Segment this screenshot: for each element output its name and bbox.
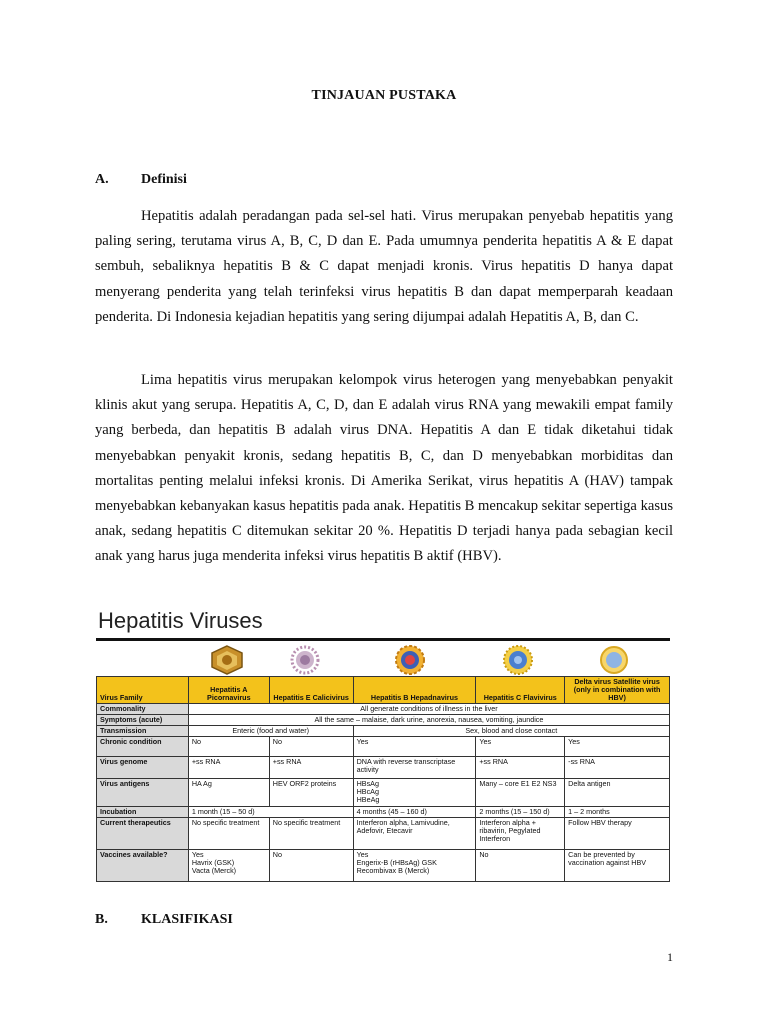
table-cell: +ss RNA [188, 757, 269, 779]
table-cell: 1 month (15 – 50 d) [188, 807, 353, 818]
table-row [97, 757, 670, 779]
row-label: Current therapeutics [97, 818, 189, 850]
table-cell: HA Ag [188, 779, 269, 807]
paragraph-definition: Hepatitis adalah peradangan pada sel-sel hati. Virus merupakan penyebab hepatitis yang paling sering, terutama virus A, B, C, D dan E. Pada umumnya penderita hepatitis A & E dapat sembuh, sebaliknya hepatitis B & C dapat menjadi kronis. Virus hepatitis D hanya dapat menyerang penderita yang telah terinfeksi virus hepatitis B dan dapat memperparah keadaan penderita. Di Indonesia kejadian hepatitis yang sering dijumpai adalah Hepatitis A, B, dan C. [95, 208, 673, 325]
table-cell: Yes Havrix (GSK) Vacta (Merck) [188, 850, 269, 882]
table-cell: 4 months (45 – 160 d) [353, 807, 476, 818]
table-cell: No specific treatment [188, 818, 269, 850]
table-row [97, 818, 670, 850]
table-header-cell: Hepatitis C Flavivirus [476, 677, 565, 704]
hepatitis-viruses-figure [96, 608, 672, 888]
table-cell: Interferon alpha, Lamivudine, Adefovir, Etecavir [353, 818, 476, 850]
table-cell: Yes [353, 737, 476, 757]
table-cell: No [188, 737, 269, 757]
virus-icons-row [96, 644, 670, 678]
row-label: Vaccines available? [97, 850, 189, 882]
table-cell: No [269, 737, 353, 757]
table-cell: Sex, blood and close contact [353, 726, 669, 737]
table-cell: DNA with reverse transcriptase activity [353, 757, 476, 779]
figure-title: Hepatitis Viruses [98, 608, 263, 633]
paragraph-five-viruses: Lima hepatitis virus merupakan kelompok virus heterogen yang menyebabkan penyakit klinis akut yang serupa. Hepatitis A, C, D, dan E adalah virus RNA yang mewakili empat family yang berbeda, dan hepatitis B adalah virus DNA. Hepatitis A dan E tidak diketahui tidak menyebabkan penyakit kronis, sedang hepatitis B, C, dan D menyebabkan morbiditas dan mortalitas penting melalui infeksi kronis. Di Amerika Serikat, virus hepatitis A (HAV) tampak menyebabkan kebanyakan kasus hepatitis pada anak. Hepatitis B mencakup sekitar sepertiga kasus anak, sedang hepatitis C ditemukan sekitar 20 %. Hepatitis D terjadi hanya pada sebagian kecil anak yang harus juga menderita infeksi virus hepatitis B aktif (HBV). [95, 372, 673, 565]
row-label: Transmission [97, 726, 189, 737]
table-cell: +ss RNA [476, 757, 565, 779]
table-header-cell: Hepatitis E Calicivirus [269, 677, 353, 704]
section-label: Definisi [141, 172, 187, 187]
table-cell: All the same – malaise, dark urine, anorexia, nausea, vomiting, jaundice [188, 715, 669, 726]
table-row [97, 779, 670, 807]
table-cell: Yes [476, 737, 565, 757]
section-heading-b [95, 912, 233, 928]
table-cell: +ss RNA [269, 757, 353, 779]
section-number: B. [95, 912, 108, 927]
table-cell: No [476, 850, 565, 882]
table-cell: Can be prevented by vaccination against HBV [565, 850, 670, 882]
table-cell: HBsAg HBcAg HBeAg [353, 779, 476, 807]
table-header-cell: Hepatitis A Picornavirus [188, 677, 269, 704]
table-header-cell: Virus Family [97, 677, 189, 704]
row-label: Virus antigens [97, 779, 189, 807]
table-cell: 2 months (15 – 150 d) [476, 807, 565, 818]
table-header-cell: Delta virus Satellite virus (only in combination with HBV) [565, 677, 670, 704]
table-cell: 1 – 2 months [565, 807, 670, 818]
section-number: A. [95, 172, 109, 187]
hepatitis-e-virus-icon [288, 644, 322, 676]
row-label: Virus genome [97, 757, 189, 779]
table-row [97, 726, 670, 737]
table-row [97, 715, 670, 726]
table-cell: All generate conditions of illness in the liver [188, 704, 669, 715]
delta-virus-icon [598, 644, 630, 676]
row-label: Symptoms (acute) [97, 715, 189, 726]
table-cell: Yes [565, 737, 670, 757]
table-cell: Follow HBV therapy [565, 818, 670, 850]
page-number: 1 [667, 950, 673, 964]
hepatitis-a-virus-icon [206, 644, 248, 676]
table-row [97, 850, 670, 882]
table-header-row [97, 677, 670, 704]
table-cell: HEV ORF2 proteins [269, 779, 353, 807]
table-cell: Interferon alpha + ribavirin, Pegylated Interferon [476, 818, 565, 850]
table-row [97, 807, 670, 818]
table-cell: Enteric (food and water) [188, 726, 353, 737]
table-cell: Yes Engerix-B (rHBsAg) GSK Recombivax B (Merck) [353, 850, 476, 882]
table-cell: No [269, 850, 353, 882]
row-label: Chronic condition [97, 737, 189, 757]
row-label: Commonality [97, 704, 189, 715]
page-title: TINJAUAN PUSTAKA [311, 88, 457, 103]
hepatitis-b-virus-icon [392, 644, 428, 676]
row-label: Incubation [97, 807, 189, 818]
hepatitis-viruses-table [96, 676, 670, 882]
table-cell: Many – core E1 E2 NS3 [476, 779, 565, 807]
table-cell: Delta antigen [565, 779, 670, 807]
table-header-cell: Hepatitis B Hepadnavirus [353, 677, 476, 704]
section-label: KLASIFIKASI [141, 912, 233, 927]
table-cell: No specific treatment [269, 818, 353, 850]
table-cell: -ss RNA [565, 757, 670, 779]
hepatitis-c-virus-icon [500, 644, 536, 676]
figure-divider [96, 638, 670, 641]
section-heading-a [95, 172, 187, 188]
table-row [97, 704, 670, 715]
table-row [97, 737, 670, 757]
